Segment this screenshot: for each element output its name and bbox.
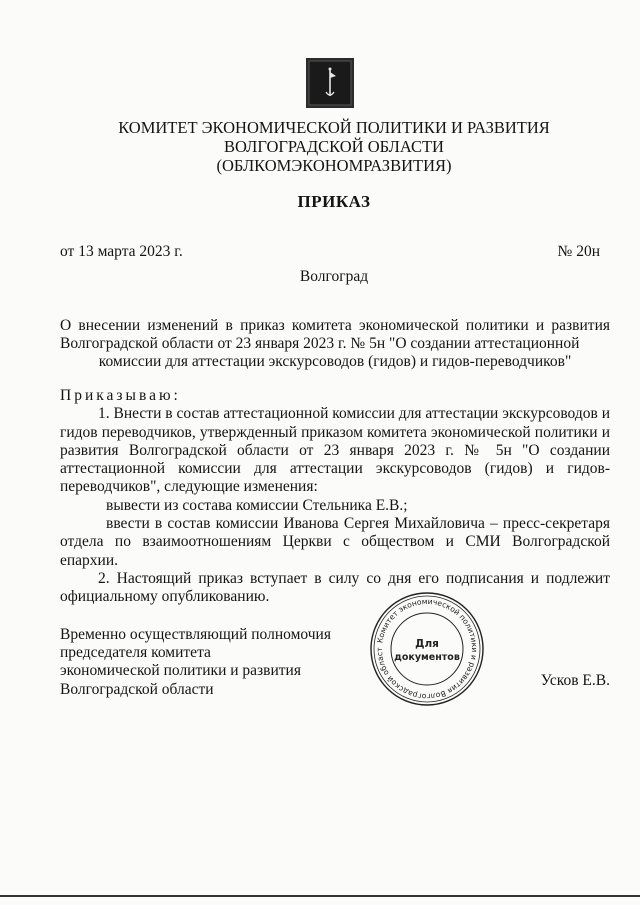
order-date: от 13 марта 2023 г.	[60, 243, 183, 260]
stamp-graphic	[369, 591, 485, 707]
signer-line-2: председателя комитета	[60, 644, 211, 662]
stamp-ring-text: Комитет экономической политики и развития Волгоградской област	[374, 596, 480, 702]
header-line-2: ВОЛГОГРАДСКОЙ ОБЛАСТИ	[224, 137, 444, 156]
order-subject	[60, 317, 610, 371]
item-2: 2. Настоящий приказ вступает в силу со дня его подписания и подлежит официальному опубликованию.	[60, 569, 610, 606]
order-word: Приказываю:	[60, 387, 181, 404]
signer-line-4: Волгоградской области	[60, 680, 214, 698]
page-bottom-border	[0, 895, 640, 897]
item-1-add: ввести в состав комиссии Иванова Сергея Михайловича – пресс-секретаря отдела по взаимоотношениям Церкви с обществом и СМИ Волгоградской епархии.	[60, 515, 610, 569]
document-title: ПРИКАЗ	[297, 192, 371, 211]
signer-block	[60, 626, 360, 699]
subject-text-last: комиссии для аттестации экскурсоводов (гидов) и гидов-переводчиков"	[98, 353, 572, 370]
official-stamp	[369, 591, 485, 707]
order-city: Волгоград	[299, 268, 369, 285]
signer-line-1: Временно осуществляющий полномочия	[60, 626, 331, 643]
header-line-1: КОМИТЕТ ЭКОНОМИЧЕСКОЙ ПОЛИТИКИ И РАЗВИТИЯ	[118, 118, 550, 137]
item-1-remove: вывести из состава комиссии Стельника Е.В.;	[106, 496, 408, 514]
stamp-center-line-2: документов	[394, 652, 460, 663]
organization-header	[60, 118, 608, 175]
signer-line-3: экономической политики и развития	[60, 662, 301, 680]
item-1: 1. Внести в состав аттестационной комиссии для аттестации экскурсоводов и гидов переводчиков, утвержденный приказом комитета экономической политики и развития Волгоградской области от 23 января 2023 г. № 5н "О создании аттестационной комиссии для аттестации экскурсоводов (гидов) и гидов-переводчиков", следующие изменения:	[60, 405, 610, 496]
order-number: № 20н	[557, 243, 600, 260]
stamp-center-line-1: Для	[415, 638, 439, 650]
subject-text: О внесении изменений в приказ комитета экономической политики и развития Волгоградской области от 23 января 2023 г. № 5н "О создании аттестационной	[60, 317, 610, 352]
signer-name: Усков Е.В.	[540, 672, 610, 689]
coat-of-arms-graphic	[306, 58, 354, 108]
coat-of-arms-icon	[306, 58, 354, 108]
order-body	[60, 387, 610, 607]
header-line-3: (ОБЛКОМЭКОНОМРАЗВИТИЯ)	[216, 156, 452, 175]
